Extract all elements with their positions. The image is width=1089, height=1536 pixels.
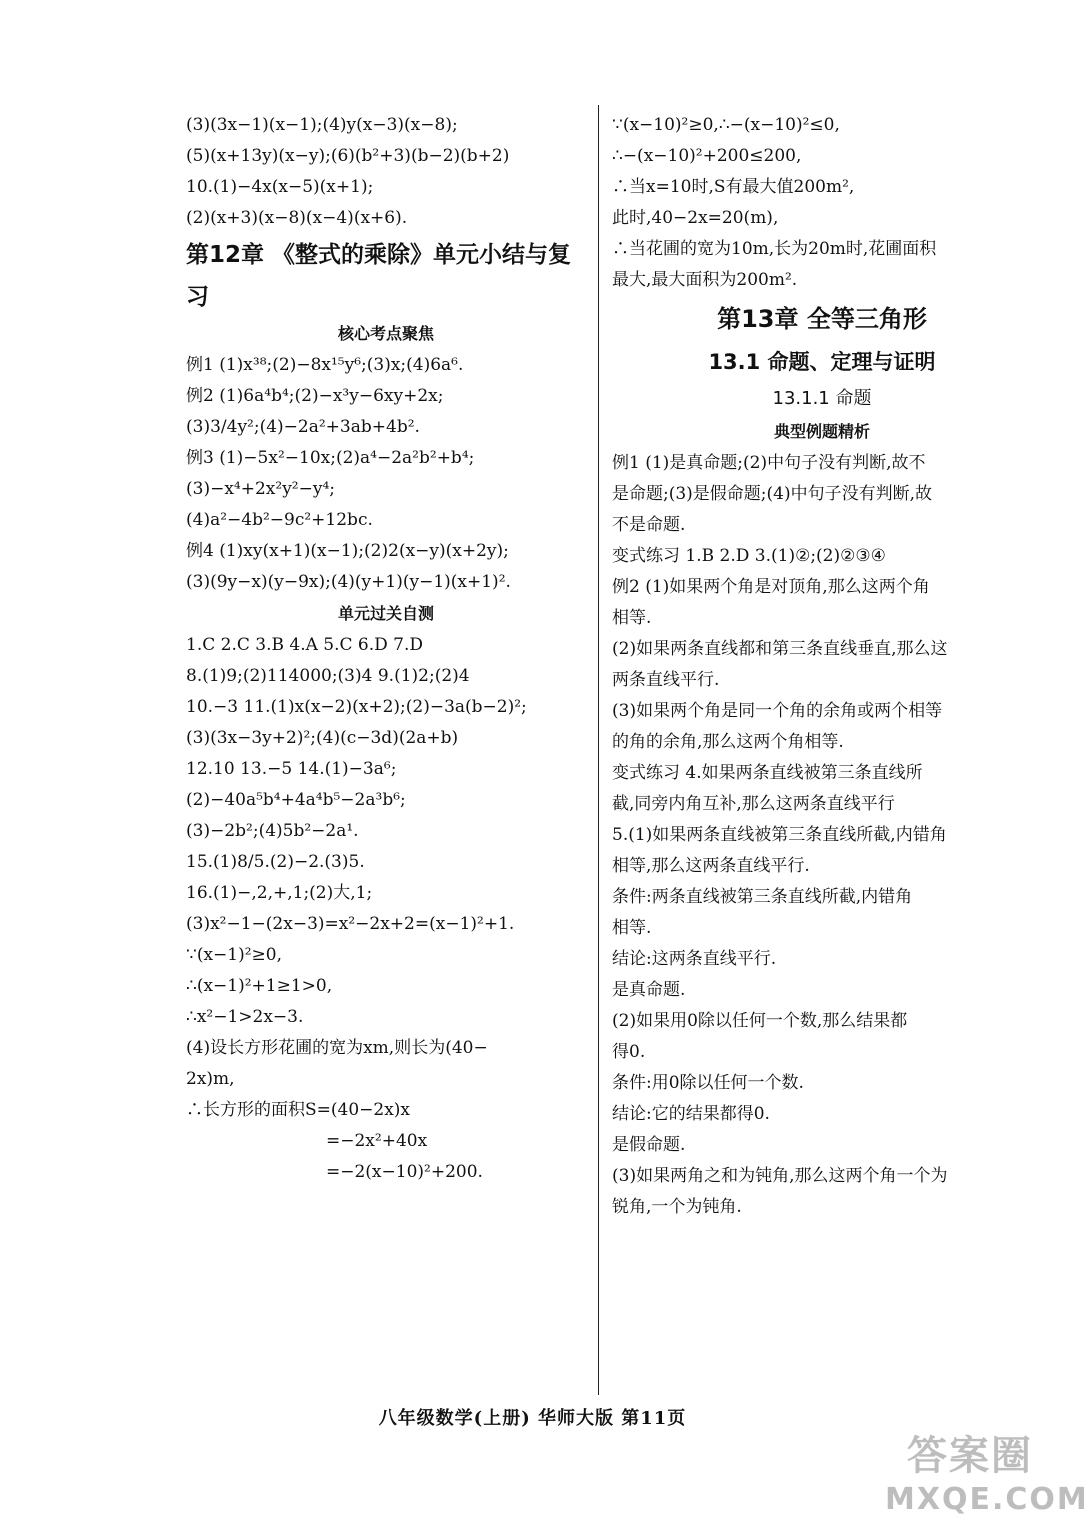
answer-line: (4)设长方形花圃的宽为xm,则长为(40− <box>186 1038 488 1058</box>
answer-line: 12.10 13.−5 14.(1)−3a⁶; <box>186 759 397 779</box>
answer-line: (3)−x⁴+2x²y²−y⁴; <box>186 479 335 499</box>
answer-line: (3)如果两个角是同一个角的余角或两个相等 <box>612 701 943 721</box>
answer-line: 5.(1)如果两条直线被第三条直线所截,内错角 <box>612 825 947 845</box>
answer-line: ∴长方形的面积S=(40−2x)x <box>186 1100 411 1120</box>
section-title: 13.1 命题、定理与证明 <box>708 350 936 374</box>
answer-line: (3)−2b²;(4)5b²−2a¹. <box>186 821 359 841</box>
answer-line: 是真命题. <box>612 980 686 1000</box>
answer-line: 的角的余角,那么这两个角相等. <box>612 732 844 752</box>
answer-line: 10.−3 11.(1)x(x−2)(x+2);(2)−3a(b−2)²; <box>186 697 527 717</box>
answer-line: 例1 (1)x³⁸;(2)−8x¹⁵y⁶;(3)x;(4)6a⁶. <box>186 355 464 375</box>
answer-line: 15.(1)8/5.(2)−2.(3)5. <box>186 852 365 872</box>
answer-line: (2)如果两条直线都和第三条直线垂直,那么这 <box>612 639 948 659</box>
answer-line: 是命题;(3)是假命题;(4)中句子没有判断,故 <box>612 484 933 504</box>
answer-line: (2)−40a⁵b⁴+4a⁴b⁵−2a³b⁶; <box>186 790 406 810</box>
answer-line: ∴(x−1)²+1≥1>0, <box>186 976 333 996</box>
answer-line: (5)(x+13y)(x−y);(6)(b²+3)(b−2)(b+2) <box>186 146 510 166</box>
answer-line: 条件:两条直线被第三条直线所截,内错角 <box>612 887 913 907</box>
answer-line: 1.C 2.C 3.B 4.A 5.C 6.D 7.D <box>186 635 424 655</box>
chapter-title: 第12章 《整式的乘除》单元小结与复习 <box>186 242 572 310</box>
answer-line: (3)(9y−x)(y−9x);(4)(y+1)(y−1)(x+1)². <box>186 572 511 592</box>
answer-line: (4)a²−4b²−9c²+12bc. <box>186 510 373 530</box>
answer-line: 例2 (1)如果两个角是对顶角,那么这两个角 <box>612 577 930 597</box>
answer-line: 10.(1)−4x(x−5)(x+1); <box>186 177 374 197</box>
answer-line: (2)如果用0除以任何一个数,那么结果都 <box>612 1011 908 1031</box>
answer-line: ∴−(x−10)²+200≤200, <box>612 146 802 166</box>
answer-line: 16.(1)−,2,+,1;(2)大,1; <box>186 883 373 903</box>
answer-line: 得0. <box>612 1042 646 1062</box>
answer-line: 例1 (1)是真命题;(2)中句子没有判断,故不 <box>612 453 926 473</box>
answer-line: 条件:用0除以任何一个数. <box>612 1073 804 1093</box>
answer-line: 是假命题. <box>612 1135 686 1155</box>
answer-line: ∵(x−10)²≥0,∴−(x−10)²≤0, <box>612 115 840 135</box>
answer-line: (3)(3x−1)(x−1);(4)y(x−3)(x−8); <box>186 115 458 135</box>
watermark-logo <box>885 1430 1089 1530</box>
answer-line: 相等. <box>612 918 652 938</box>
answer-line: 两条直线平行. <box>612 670 720 690</box>
right-column <box>612 110 1032 1223</box>
answer-line: (3)3/4y²;(4)−2a²+3ab+4b². <box>186 417 420 437</box>
answer-line: 相等,那么这两条直线平行. <box>612 856 810 876</box>
answer-line: 例2 (1)6a⁴b⁴;(2)−x³y−6xy+2x; <box>186 386 444 406</box>
answer-line: 锐角,一个为钝角. <box>612 1197 742 1217</box>
answer-line: (3)x²−1−(2x−3)=x²−2x+2=(x−1)²+1. <box>186 914 515 934</box>
chapter-title: 第13章 全等三角形 <box>717 305 927 333</box>
answer-line: 例3 (1)−5x²−10x;(2)a⁴−2a²b²+b⁴; <box>186 448 475 468</box>
answer-line: 不是命题. <box>612 515 686 535</box>
answer-line: 2x)m, <box>186 1069 235 1089</box>
answer-line: 例4 (1)xy(x+1)(x−1);(2)2(x−y)(x+2y); <box>186 541 509 561</box>
answer-line: 变式练习 1.B 2.D 3.(1)②;(2)②③④ <box>612 546 886 566</box>
answer-line: ∴x²−1>2x−3. <box>186 1007 304 1027</box>
subsection-title: 13.1.1 命题 <box>772 388 872 409</box>
section-heading: 核心考点聚焦 <box>337 324 434 343</box>
answer-line: 最大,最大面积为200m². <box>612 270 798 290</box>
answer-line: 截,同旁内角互补,那么这两条直线平行 <box>612 794 895 814</box>
answer-line: (3)如果两角之和为钝角,那么这两个角一个为 <box>612 1166 948 1186</box>
answer-line: 8.(1)9;(2)114000;(3)4 9.(1)2;(2)4 <box>186 666 470 686</box>
answer-line: 此时,40−2x=20(m), <box>612 208 779 228</box>
left-column <box>186 110 586 1188</box>
answer-line: =−2(x−10)²+200. <box>326 1162 483 1182</box>
answer-line: 结论:它的结果都得0. <box>612 1104 770 1124</box>
section-heading: 典型例题精析 <box>773 422 870 441</box>
column-divider <box>598 105 599 1395</box>
answer-line: (2)(x+3)(x−8)(x−4)(x+6). <box>186 208 408 228</box>
watermark-bottom: MXQE.COM <box>885 1482 1089 1517</box>
watermark-top: 答案圈 <box>907 1433 1033 1479</box>
answer-line: 相等. <box>612 608 652 628</box>
answer-line: ∴当花圃的宽为10m,长为20m时,花圃面积 <box>612 239 937 259</box>
answer-line: ∵(x−1)²≥0, <box>186 945 283 965</box>
answer-line: ∴当x=10时,S有最大值200m², <box>612 177 855 197</box>
answer-line: 结论:这两条直线平行. <box>612 949 777 969</box>
answer-line: (3)(3x−3y+2)²;(4)(c−3d)(2a+b) <box>186 728 459 748</box>
page-footer: 八年级数学(上册) 华师大版 第11页 <box>378 1408 687 1429</box>
answer-line: =−2x²+40x <box>326 1131 428 1151</box>
answer-line: 变式练习 4.如果两条直线被第三条直线所 <box>612 763 923 783</box>
section-heading: 单元过关自测 <box>337 604 434 623</box>
